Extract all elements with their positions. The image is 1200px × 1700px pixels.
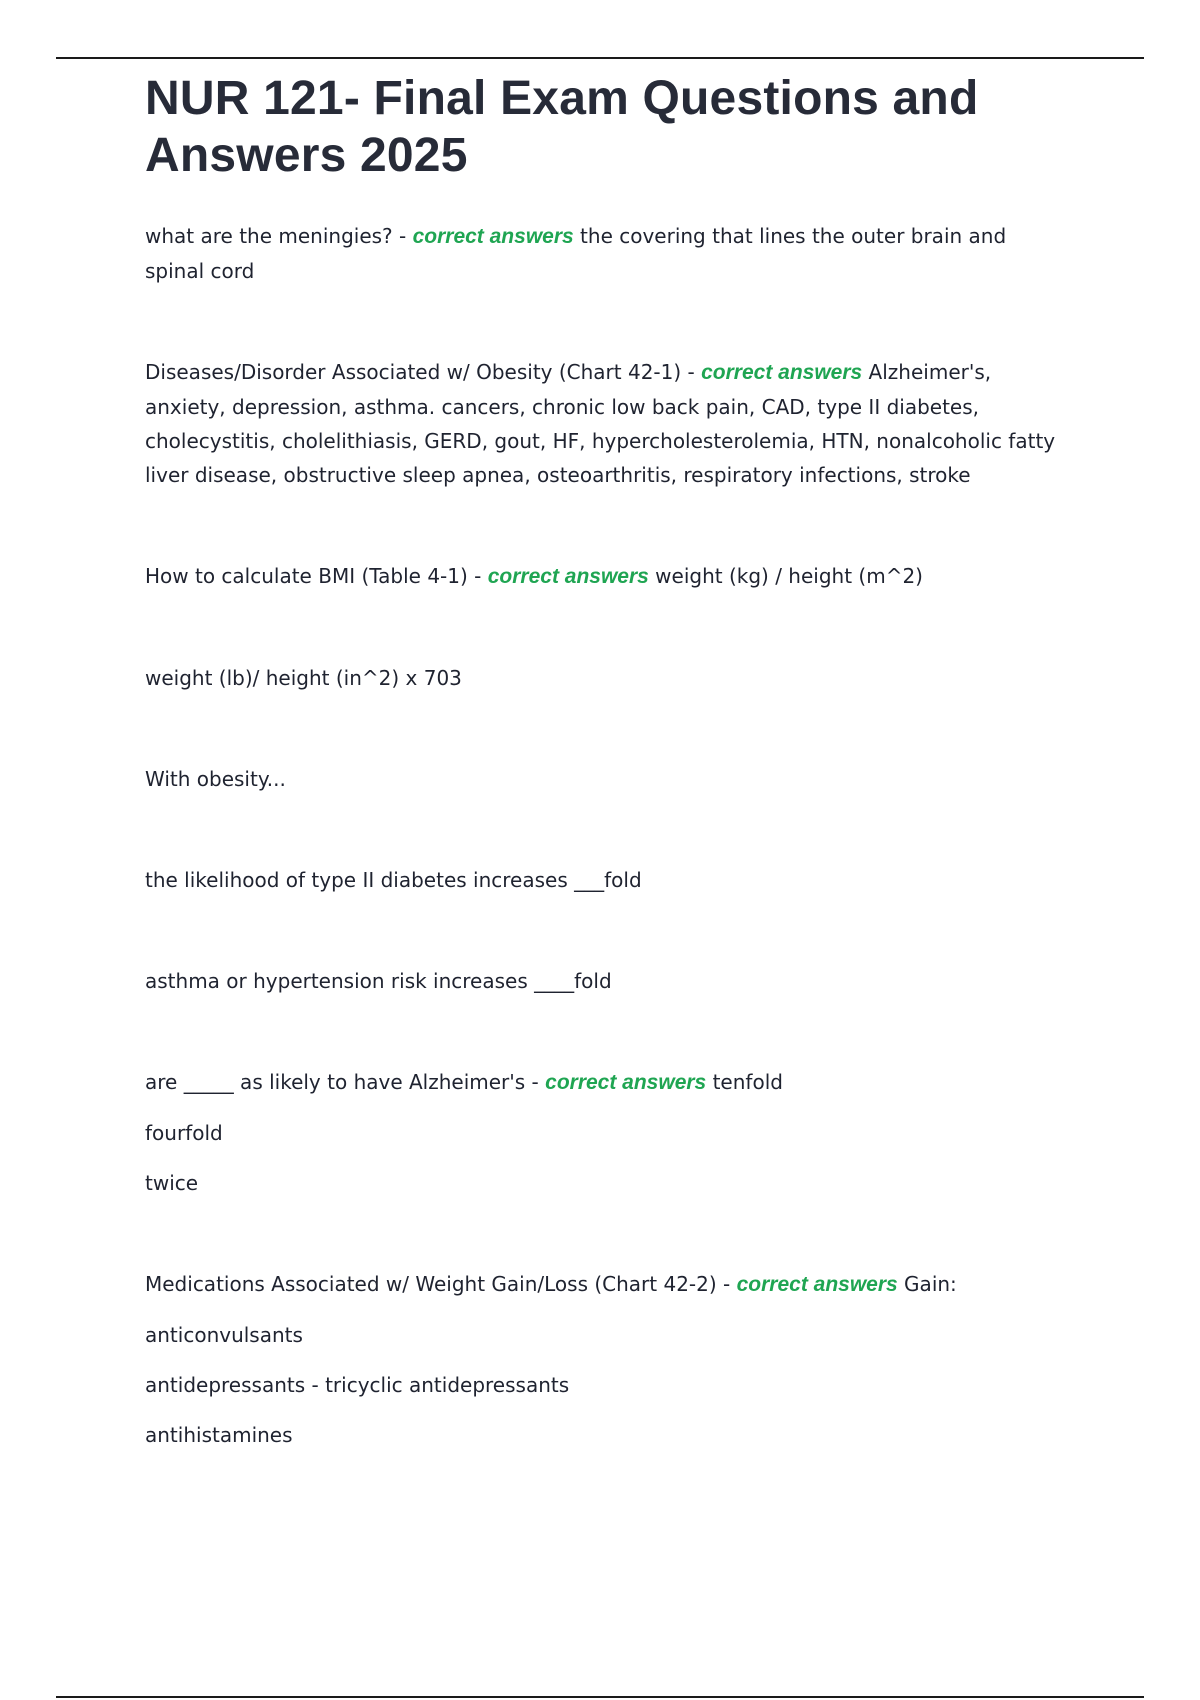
correct-answers-label: correct answers xyxy=(412,225,574,248)
answer-line: twice xyxy=(145,1171,199,1195)
qa-list xyxy=(145,219,1065,1452)
page-title: NUR 121- Final Exam Questions and Answers 2025 xyxy=(145,72,979,182)
document-body xyxy=(145,70,1065,1452)
answer-text: Gain: xyxy=(897,1272,957,1296)
question-text: Diseases/Disorder Associated w/ Obesity (Chart 42-1) - xyxy=(145,360,702,384)
question-text: are _____ as likely to have Alzheimer's - xyxy=(145,1070,546,1094)
qa-entry-meninges xyxy=(145,219,1065,288)
answer-line: anticonvulsants xyxy=(145,1323,303,1347)
top-rule xyxy=(56,57,1144,59)
question-text: what are the meningies? - xyxy=(145,224,413,248)
question-line: asthma or hypertension risk increases ____fold xyxy=(145,969,612,993)
qa-entry-bmi xyxy=(145,559,1065,594)
answer-text: the covering that lines the outer brain and spinal cord xyxy=(145,224,1007,283)
question-line: With obesity... xyxy=(145,767,286,791)
qa-entry-obesity-diseases xyxy=(145,355,1065,492)
correct-answers-label: correct answers xyxy=(487,565,649,588)
answer-text: weight (kg) / height (m^2) xyxy=(648,564,923,588)
question-line: the likelihood of type II diabetes increases ___fold xyxy=(145,868,642,892)
correct-answers-label: correct answers xyxy=(545,1071,707,1094)
question-text: How to calculate BMI (Table 4-1) - xyxy=(145,564,488,588)
correct-answers-label: correct answers xyxy=(736,1273,898,1296)
correct-answers-label: correct answers xyxy=(701,361,863,384)
bottom-rule xyxy=(56,1696,1144,1698)
answer-text: Alzheimer's, anxiety, depression, asthma. cancers, chronic low back pain, CAD, type II diabetes, cholecystitis, cholelithiasis, GERD, gout, HF, hypercholesterolemia, HTN, nonalcoholic fatty liver disease, obstructive sleep apnea, osteoarthritis, respiratory infections, stroke xyxy=(145,360,1056,487)
answer-continuation-line: weight (lb)/ height (in^2) x 703 xyxy=(145,666,462,690)
answer-text: tenfold xyxy=(706,1070,783,1094)
qa-entry-obesity-stats xyxy=(145,1065,1065,1100)
answer-line: antidepressants - tricyclic antidepressants xyxy=(145,1373,570,1397)
question-text: Medications Associated w/ Weight Gain/Loss (Chart 42-2) - xyxy=(145,1272,737,1296)
answer-line: antihistamines xyxy=(145,1423,293,1447)
qa-entry-medications xyxy=(145,1267,1065,1302)
answer-line: fourfold xyxy=(145,1121,223,1145)
